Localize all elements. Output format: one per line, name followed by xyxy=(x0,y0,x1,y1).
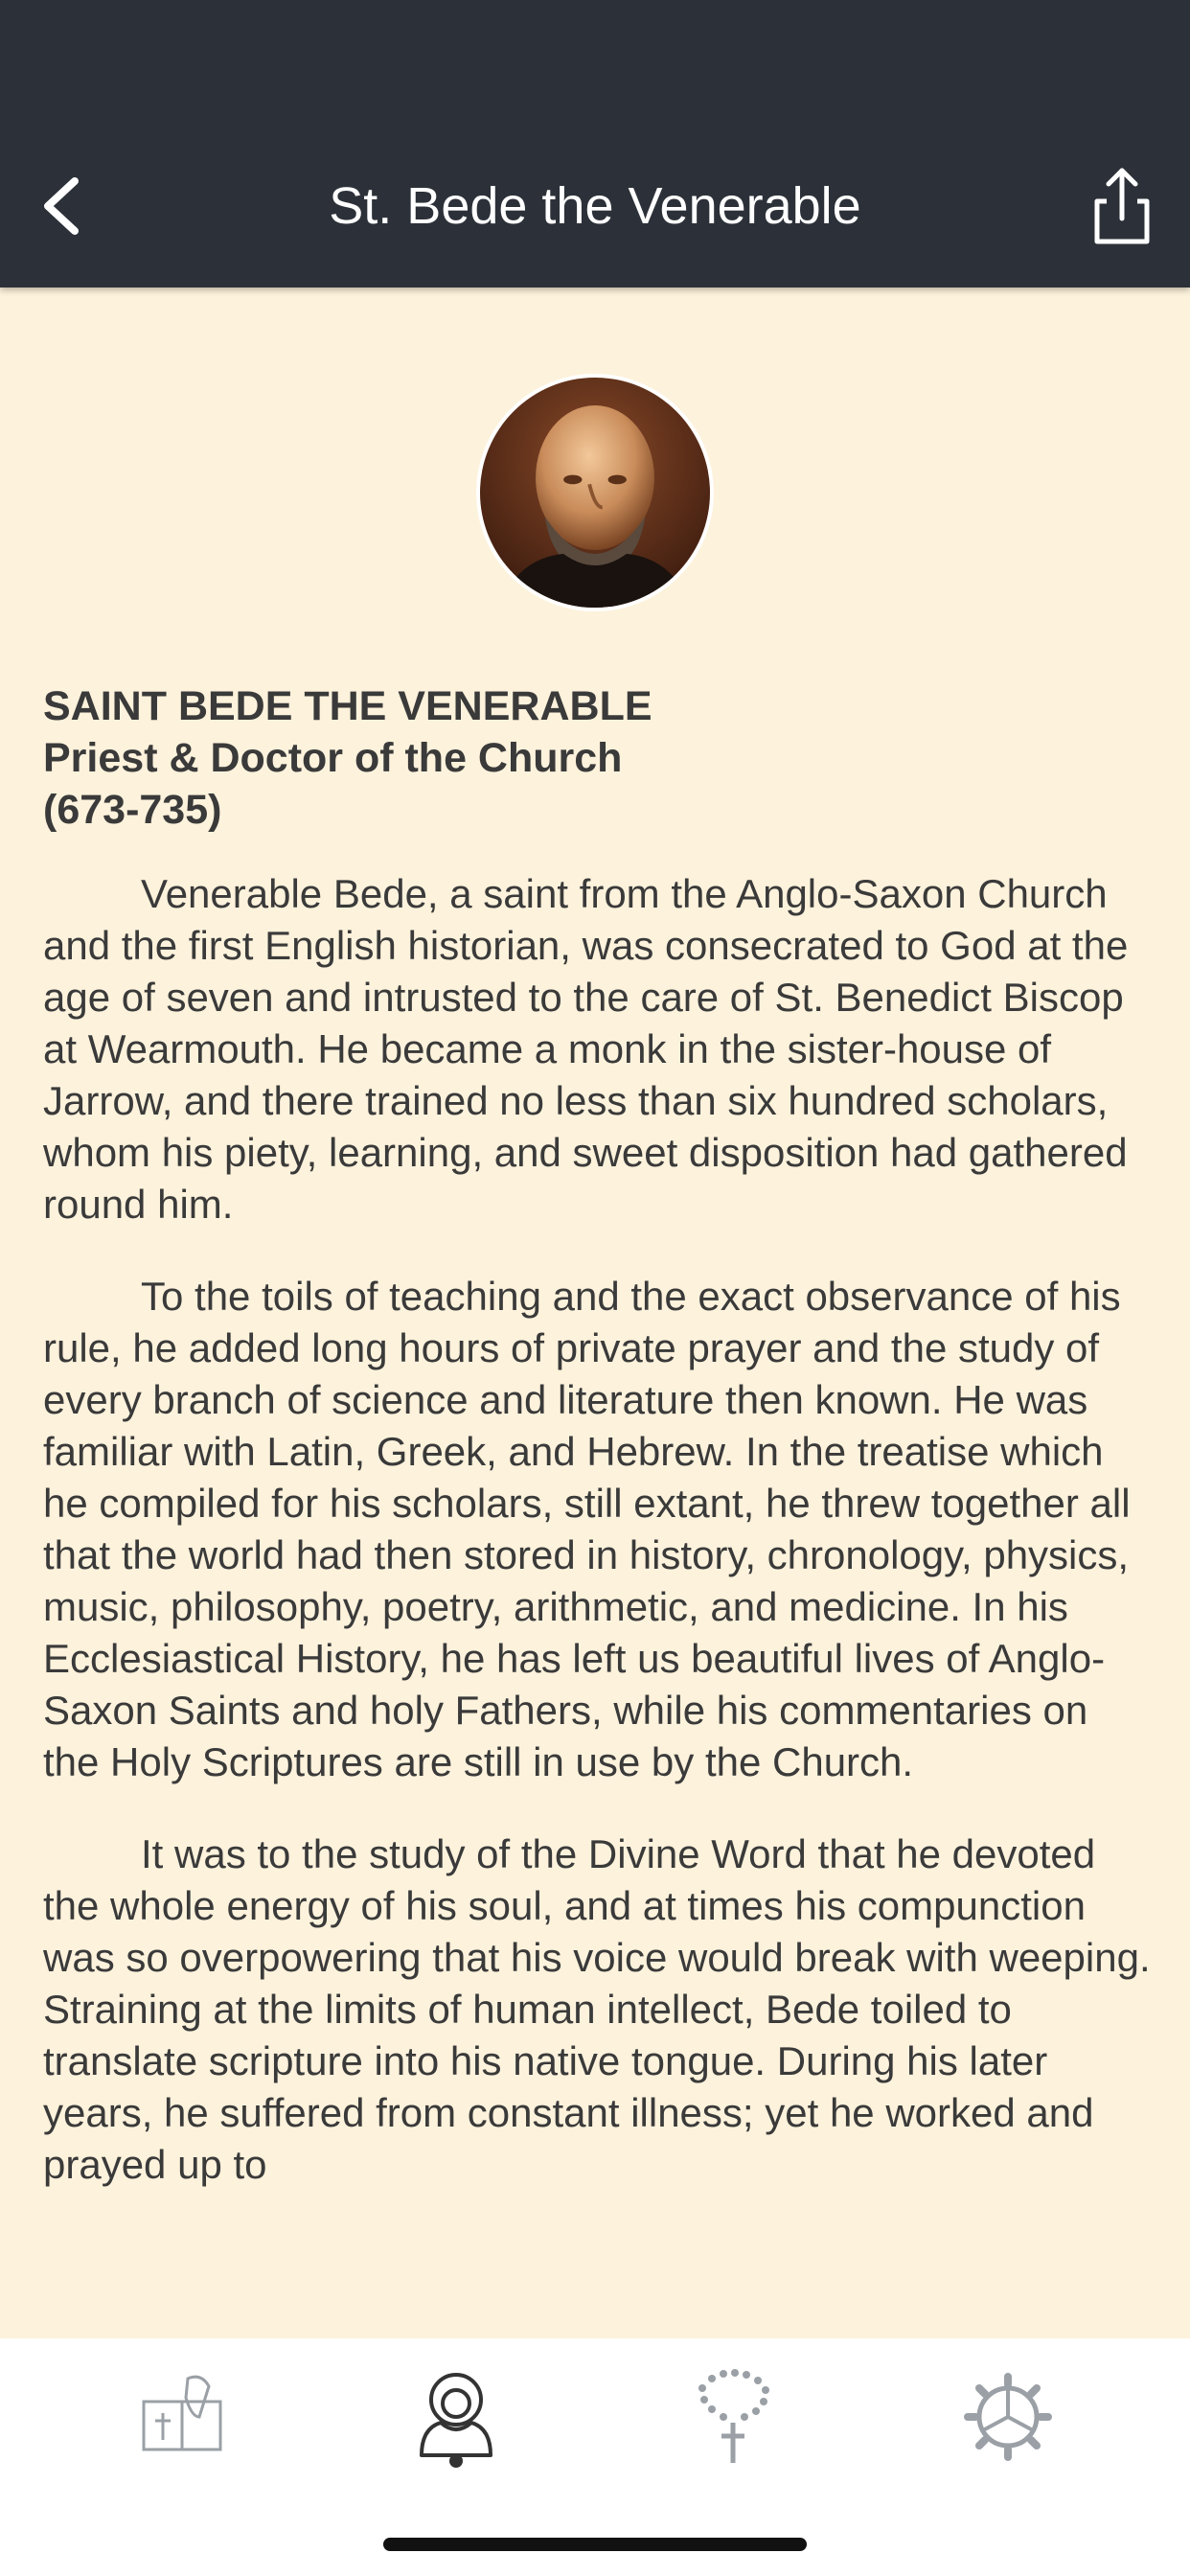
biography-paragraph: Venerable Bede, a saint from the Anglo-Saxon Church and the first English historian, was consecrated to God at the age of seven and intrusted to the care of St. Benedict Biscop at Wearmouth. He became a monk in the sister-house of Jarrow, and there trained no less than six hundred scholars, whom his piety, learning, and sweet disposition had gathered round him. xyxy=(43,871,1129,1227)
share-icon xyxy=(1081,163,1163,249)
share-button[interactable] xyxy=(1081,163,1163,249)
saint-dates: (673-735) xyxy=(43,787,222,833)
home-indicator xyxy=(383,2538,807,2551)
nav-bar xyxy=(0,0,1190,288)
settings-gear-icon xyxy=(950,2359,1065,2474)
biography-paragraph: To the toils of teaching and the exact observance of his rule, he added long hours of private prayer and the study of every branch of science and literature then known. He was familiar with Latin, Greek, and Hebrew. In the treatise which he compiled for his scholars, still extant, he threw together all that the world had then stored in history, chronology, physics, music, philosophy, poetry, arithmetic, and medicine. In his Ecclesiastical History, he has left us beautiful lives of Anglo-Saxon Saints and holy Fathers, while his commentaries on the Holy Scriptures are still in use by the Church. xyxy=(43,1274,1131,1784)
selected-tab-indicator xyxy=(449,2454,463,2468)
saint-name: SAINT BEDE THE VENERABLE xyxy=(43,683,652,729)
saint-title: Priest & Doctor of the Church xyxy=(43,735,623,781)
prayer-book-icon xyxy=(125,2359,240,2474)
page-title: St. Bede the Venerable xyxy=(329,177,861,235)
saint-heading xyxy=(43,680,1155,836)
rosary-icon xyxy=(675,2359,790,2474)
saint-biography xyxy=(43,671,1155,2338)
tab-prayers[interactable] xyxy=(125,2359,240,2474)
tab-settings[interactable] xyxy=(950,2359,1065,2474)
saint-portrait xyxy=(476,374,714,611)
saint-portrait-image xyxy=(480,378,710,608)
tab-rosary[interactable] xyxy=(675,2359,790,2474)
biography-paragraph: It was to the study of the Divine Word that he devoted the whole energy of his soul, and at times his compunction was so overpowering that his voice would break with weeping. Straining at the limits of human intellect, Bede toiled to translate scripture into his native tongue. During his later years, he suffered from constant illness; yet he worked and prayed up to xyxy=(43,1831,1151,2187)
